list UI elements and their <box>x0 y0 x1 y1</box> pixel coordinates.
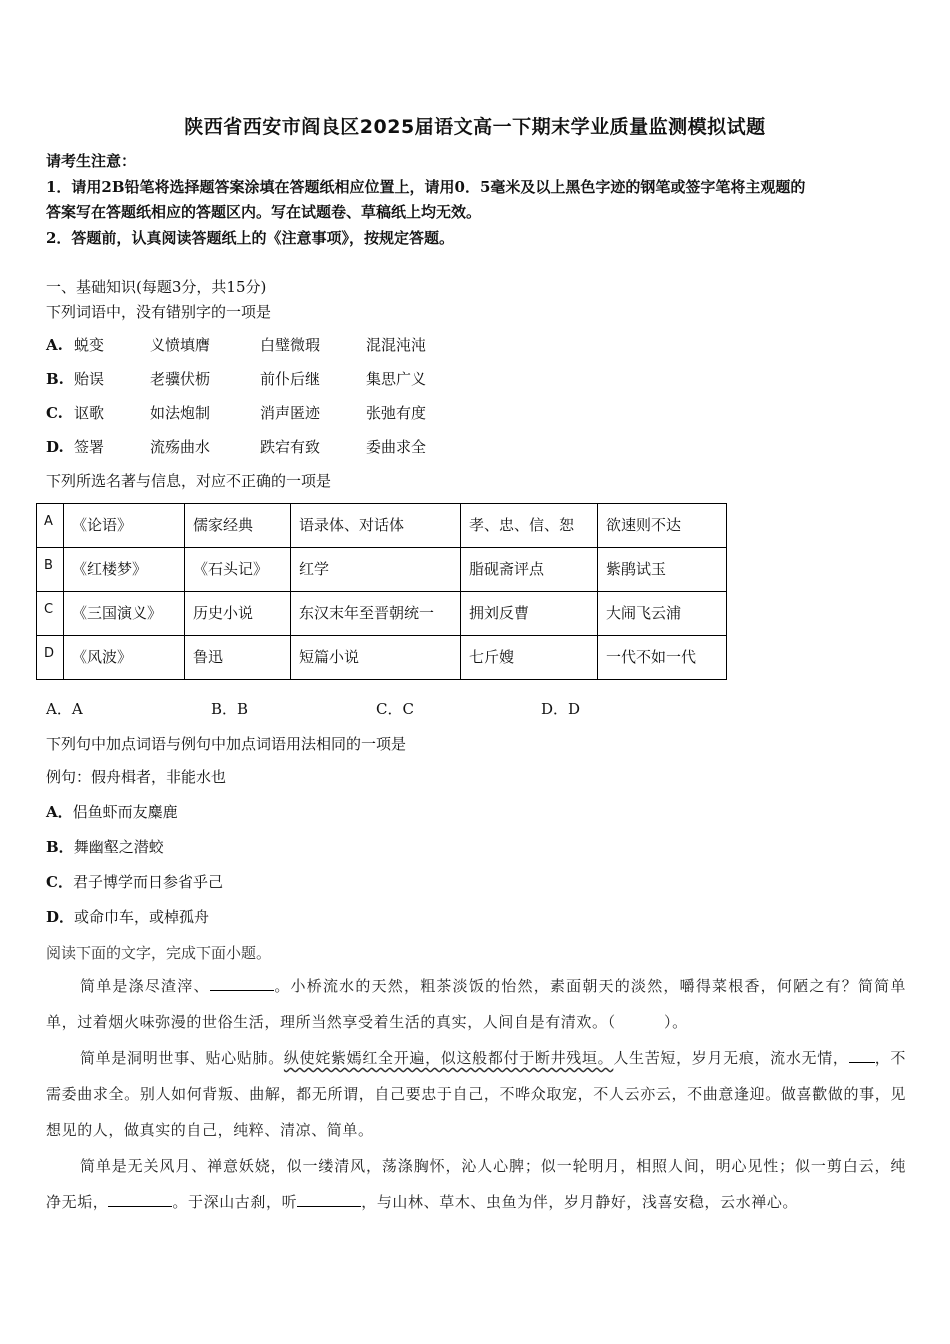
answer-option: B．B <box>211 700 249 718</box>
table-cell: 短篇小说 <box>291 636 461 680</box>
option-label: A. <box>46 336 63 354</box>
q2-answer-options <box>46 698 706 720</box>
table-cell: 历史小说 <box>185 592 291 636</box>
table-cell: D <box>37 636 64 680</box>
q1-option-d <box>46 436 456 458</box>
text-run: ，不需委曲求全。别人如何背叛、曲解，都无所谓，自己要忠于自己，不哗众取宠，不人云亦云，不曲意逢迎。做喜歡 <box>46 1049 906 1103</box>
option-word: 贻误 <box>74 370 105 388</box>
table-cell: B <box>37 548 64 592</box>
text-run: 单单，过着烟火味弥漫的世俗生活，理所当然享受着生活的真实，人间自是有清欢。（ <box>46 977 906 1031</box>
table-cell: 孝、忠、信、恕 <box>461 504 598 548</box>
paragraph-2 <box>46 1040 906 1148</box>
option-label: D． <box>46 908 75 926</box>
option-label: B． <box>46 838 74 856</box>
option-text: 舞幽壑之潜蛟 <box>73 838 164 856</box>
table-cell: 《石头记》 <box>185 548 291 592</box>
answer-option: D．D <box>541 700 581 718</box>
option-word: 老骥伏枥 <box>150 370 211 388</box>
option-label: A． <box>46 803 73 821</box>
q1-option-a <box>46 334 456 356</box>
option-word: 流殇曲水 <box>150 438 211 456</box>
q1-option-b <box>46 368 456 390</box>
notice-line-1a: 1．请用2B铅笔将选择题答案涂填在答题纸相应位置上，请用0．5毫米及以上黑色字迹的钢笔或签字笔将主观题的 <box>46 178 806 196</box>
option-word: 集思广义 <box>366 370 427 388</box>
option-word: 混混沌沌 <box>366 336 427 354</box>
option-word: 跌宕有致 <box>260 438 321 456</box>
text-run: ，与山林、草木、虫鱼为伴，岁月静好，浅喜安稳，云水禅心。 <box>361 1193 799 1211</box>
table-cell: 东汉末年至晋朝统一 <box>291 592 461 636</box>
q1-stem: 下列词语中，没有错别字的一项是 <box>46 303 272 321</box>
section-heading: 一、基础知识(每题3分，共15分) <box>46 278 267 296</box>
table-row <box>37 504 727 548</box>
q1-option-c <box>46 402 456 424</box>
table-row <box>37 592 727 636</box>
notice-line-1b: 答案写在答题纸相应的答题区内。写在试题卷、草稿纸上均无效。 <box>46 203 482 221</box>
option-label: B. <box>46 370 64 388</box>
text-run: 人生苦短，岁月无痕，流水无情， <box>613 1049 849 1067</box>
table-cell: 儒家经典 <box>185 504 291 548</box>
option-word: 蜕变 <box>74 336 105 354</box>
reading-passage <box>46 968 906 1220</box>
fill-blank <box>849 1048 875 1063</box>
q3-option-b <box>46 836 164 858</box>
table-cell: 大闹飞云浦 <box>598 592 727 636</box>
option-word: 义愤填膺 <box>150 336 211 354</box>
table-row <box>37 636 727 680</box>
q3-option-c <box>46 871 223 893</box>
option-word: 委曲求全 <box>366 438 427 456</box>
q3-example: 例句：假舟楫者，非能水也 <box>46 768 227 786</box>
table-cell: A <box>37 504 64 548</box>
wavy-underlined-text: 纵使姹紫嫣红全开遍，似这般都付于断井残垣。 <box>283 1049 614 1067</box>
q2-stem: 下列所选名著与信息，对应不正确的一项是 <box>46 472 332 490</box>
option-word: 前仆后继 <box>260 370 321 388</box>
table-cell: 欲速则不达 <box>598 504 727 548</box>
table-cell: C <box>37 592 64 636</box>
option-word: 签署 <box>74 438 105 456</box>
q3-option-a <box>46 801 178 823</box>
option-word: 如法炮制 <box>150 404 211 422</box>
table-cell: 《三国演义》 <box>64 592 185 636</box>
table-cell: 《论语》 <box>64 504 185 548</box>
option-text: 君子博学而日参省乎己 <box>72 873 223 891</box>
paragraph-3 <box>46 1148 906 1220</box>
q3-option-d <box>46 906 209 928</box>
option-word: 白璧微瑕 <box>260 336 321 354</box>
text-run: 简单是涤尽渣滓、 <box>80 977 210 995</box>
table-cell: 语录体、对话体 <box>291 504 461 548</box>
notice-line-2: 2．答题前，认真阅读答题纸上的《注意事项》，按规定答题。 <box>46 229 454 247</box>
option-label: D. <box>46 438 64 456</box>
table-cell: 《红楼梦》 <box>64 548 185 592</box>
option-label: C． <box>46 873 73 891</box>
text-run: 做的事，见想见的人，做真实的自己，纯粹、清凉、简单。 <box>46 1085 906 1139</box>
table-row <box>37 548 727 592</box>
fill-blank <box>108 1192 172 1207</box>
option-text: 或命巾车，或棹孤舟 <box>74 908 210 926</box>
text-run: 。小桥流水的天然，粗茶淡饭的怡然，素面朝天的淡然，嚼得菜根香，何陋之有？简简 <box>273 977 891 995</box>
table-cell: 红学 <box>291 548 461 592</box>
text-run: 云，纯净无垢， <box>46 1157 906 1211</box>
option-label: C. <box>46 404 63 422</box>
q2-info-table <box>36 503 727 680</box>
table-cell: 七斤嫂 <box>461 636 598 680</box>
text-run: 简单是无关风月、禅意妖娆，似一缕清风，荡涤胸怀，沁人心脾；似一轮明月，相照人间，明心见性；似一剪白 <box>80 1157 859 1175</box>
text-run: 简单是洞明世事、贴心贴肺。 <box>80 1049 284 1067</box>
q3-stem: 下列句中加点词语与例句中加点词语用法相同的一项是 <box>46 735 407 753</box>
reading-intro: 阅读下面的文字，完成下面小题。 <box>46 944 272 962</box>
table-cell: 脂砚斋评点 <box>461 548 598 592</box>
notice-heading: 请考生注意： <box>46 152 137 170</box>
answer-option: A．A <box>46 700 83 718</box>
text-run: 。于深山古刹，听 <box>172 1193 298 1211</box>
table-cell: 鲁迅 <box>185 636 291 680</box>
paragraph-1 <box>46 968 906 1040</box>
option-text: 侣鱼虾而友麋鹿 <box>72 803 178 821</box>
table-cell: 一代不如一代 <box>598 636 727 680</box>
page-title: 陕西省西安市阎良区2025届语文高一下期末学业质量监测模拟试题 <box>184 116 766 138</box>
fill-blank <box>210 976 274 991</box>
fill-blank <box>297 1192 361 1207</box>
text-run: ）。 <box>664 1013 688 1031</box>
option-word: 消声匿迹 <box>260 404 321 422</box>
table-cell: 紫鹃试玉 <box>598 548 727 592</box>
option-word: 讴歌 <box>74 404 105 422</box>
table-cell: 《风波》 <box>64 636 185 680</box>
answer-option: C．C <box>376 700 414 718</box>
table-cell: 拥刘反曹 <box>461 592 598 636</box>
option-word: 张弛有度 <box>366 404 427 422</box>
